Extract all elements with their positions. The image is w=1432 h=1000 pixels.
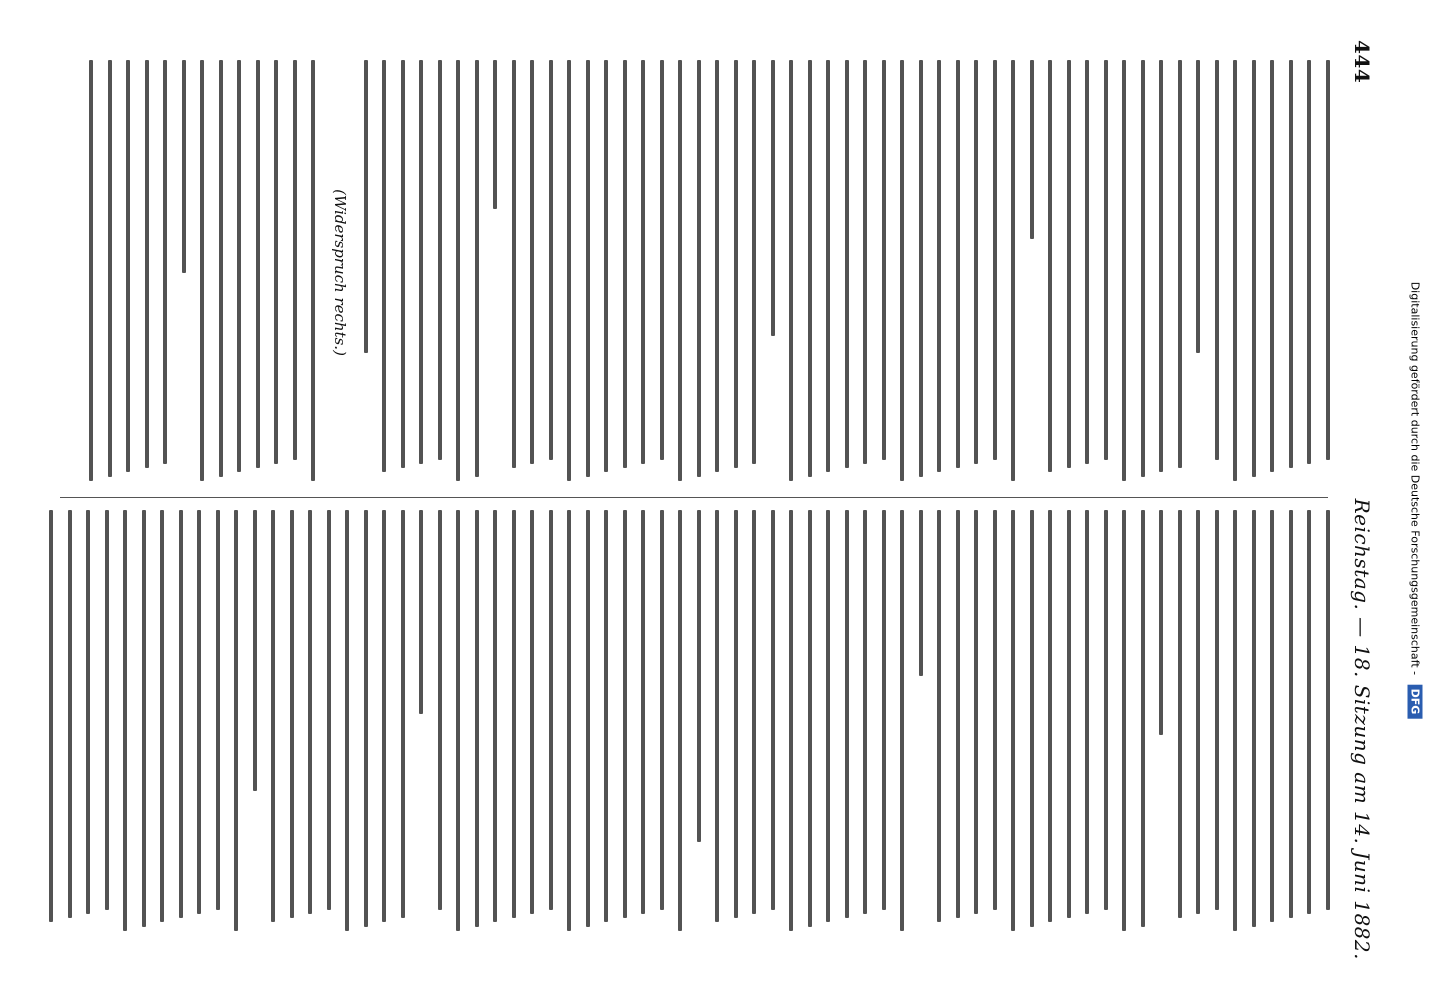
text-line	[568, 60, 572, 481]
digitization-credit	[1400, 0, 1430, 1000]
text-line	[1326, 510, 1330, 910]
text-line	[864, 510, 868, 914]
text-line	[1308, 60, 1312, 464]
text-line	[771, 510, 775, 910]
text-line	[68, 510, 72, 918]
text-line	[1104, 510, 1108, 910]
text-line	[420, 510, 424, 714]
text-line	[679, 60, 683, 481]
text-line	[438, 510, 442, 910]
text-line	[105, 510, 109, 910]
text-line	[364, 510, 368, 927]
text-line	[475, 510, 479, 927]
page-header	[1342, 40, 1382, 960]
text-line	[494, 60, 498, 209]
text-line	[975, 510, 979, 914]
text-line	[512, 510, 516, 918]
text-line	[901, 60, 905, 481]
text-line	[568, 510, 572, 931]
text-line	[1086, 510, 1090, 914]
text-line	[882, 510, 886, 910]
text-line	[790, 510, 794, 931]
text-line	[1012, 60, 1016, 481]
text-line	[605, 510, 609, 922]
text-line	[87, 510, 91, 914]
text-line	[623, 60, 627, 468]
text-line	[1308, 510, 1312, 914]
text-line	[623, 510, 627, 918]
dfg-logo: DFG	[1408, 685, 1423, 719]
column-rule	[60, 497, 1328, 498]
text-line	[161, 510, 165, 922]
text-line	[438, 60, 442, 460]
text-line	[1141, 510, 1145, 927]
text-line	[201, 60, 205, 481]
text-line	[145, 60, 149, 468]
text-line	[827, 60, 831, 472]
running-title: Reichstag. — 18. Sitzung am 14. Juni 1882.	[1350, 498, 1374, 960]
text-line	[956, 60, 960, 468]
text-line	[531, 60, 535, 464]
text-line	[549, 60, 553, 460]
text-line	[364, 60, 368, 353]
text-line	[1049, 510, 1053, 922]
text-line	[401, 510, 405, 918]
credit-text: Digitalisierung gefördert durch die Deutsche Forschungsgemeinschaft -	[1408, 281, 1422, 676]
text-line	[179, 510, 183, 918]
left-text-column	[30, 60, 1330, 485]
text-line	[1234, 60, 1238, 481]
text-line	[808, 60, 812, 477]
text-line	[660, 510, 664, 910]
text-line	[327, 510, 331, 910]
text-line	[660, 60, 664, 460]
text-line	[309, 510, 313, 914]
text-line	[1271, 510, 1275, 922]
text-line	[734, 510, 738, 918]
text-line	[90, 60, 94, 481]
text-line	[1197, 510, 1201, 914]
text-line	[1271, 60, 1275, 472]
text-line	[1252, 510, 1256, 927]
text-line	[238, 60, 242, 472]
interjection: (Widerspruch rechts.)	[331, 189, 350, 356]
text-line	[679, 510, 683, 931]
text-line	[235, 510, 239, 931]
text-line	[512, 60, 516, 468]
text-line	[993, 510, 997, 910]
text-line	[275, 60, 279, 464]
text-line	[716, 510, 720, 922]
text-line	[586, 60, 590, 477]
text-line	[790, 60, 794, 481]
text-line	[383, 60, 387, 472]
text-line	[697, 60, 701, 477]
text-line	[198, 510, 202, 914]
text-line	[642, 510, 646, 914]
text-line	[1049, 60, 1053, 472]
text-line	[475, 60, 479, 477]
text-line	[938, 510, 942, 922]
text-line	[290, 510, 294, 918]
text-line	[164, 60, 168, 464]
text-line	[1067, 510, 1071, 918]
text-line	[956, 510, 960, 918]
text-line	[753, 60, 757, 464]
text-line	[1123, 510, 1127, 931]
text-line	[1326, 60, 1330, 460]
text-line	[312, 60, 316, 481]
text-line	[1215, 510, 1219, 910]
text-line	[272, 510, 276, 922]
text-line	[771, 60, 775, 336]
text-line	[1104, 60, 1108, 460]
text-line	[1178, 60, 1182, 468]
text-line	[256, 60, 260, 468]
text-line	[642, 60, 646, 464]
text-line	[1289, 510, 1293, 918]
text-line	[975, 60, 979, 464]
text-line	[1289, 60, 1293, 468]
text-line	[716, 60, 720, 472]
text-line	[346, 510, 350, 931]
text-line	[919, 60, 923, 477]
text-line	[216, 510, 220, 910]
text-line	[993, 60, 997, 460]
text-line	[882, 60, 886, 460]
text-line	[108, 60, 112, 477]
text-line	[124, 510, 128, 931]
text-line	[605, 60, 609, 472]
text-line	[293, 60, 297, 460]
text-line	[1030, 510, 1034, 927]
text-line	[383, 510, 387, 922]
text-line	[586, 510, 590, 927]
page-number: 444	[1350, 40, 1374, 84]
text-line	[1252, 60, 1256, 477]
text-line	[457, 60, 461, 481]
text-line	[919, 510, 923, 676]
text-line	[142, 510, 146, 927]
text-line	[457, 510, 461, 931]
text-line	[845, 60, 849, 468]
text-line	[1160, 60, 1164, 472]
text-line	[938, 60, 942, 472]
text-line	[864, 60, 868, 464]
text-line	[549, 510, 553, 910]
text-line	[219, 60, 223, 477]
text-line	[1086, 60, 1090, 464]
text-line	[1141, 60, 1145, 477]
text-line	[253, 510, 257, 791]
text-line	[531, 510, 535, 914]
text-line	[697, 510, 701, 842]
text-line	[1197, 60, 1201, 353]
text-line	[494, 510, 498, 922]
text-line	[1012, 510, 1016, 931]
text-line	[182, 60, 186, 273]
text-line	[401, 60, 405, 468]
text-line	[420, 60, 424, 464]
text-line	[753, 510, 757, 914]
text-line	[1030, 60, 1034, 239]
text-line	[808, 510, 812, 927]
text-line	[1178, 510, 1182, 918]
text-line	[1067, 60, 1071, 468]
text-line	[845, 510, 849, 918]
text-line	[127, 60, 131, 472]
text-line	[827, 510, 831, 922]
text-line	[50, 510, 54, 922]
text-line	[734, 60, 738, 468]
text-line	[901, 510, 905, 931]
text-line	[1123, 60, 1127, 481]
right-text-column	[30, 510, 1330, 935]
text-line	[1234, 510, 1238, 931]
text-line	[1160, 510, 1164, 735]
text-line	[1215, 60, 1219, 460]
